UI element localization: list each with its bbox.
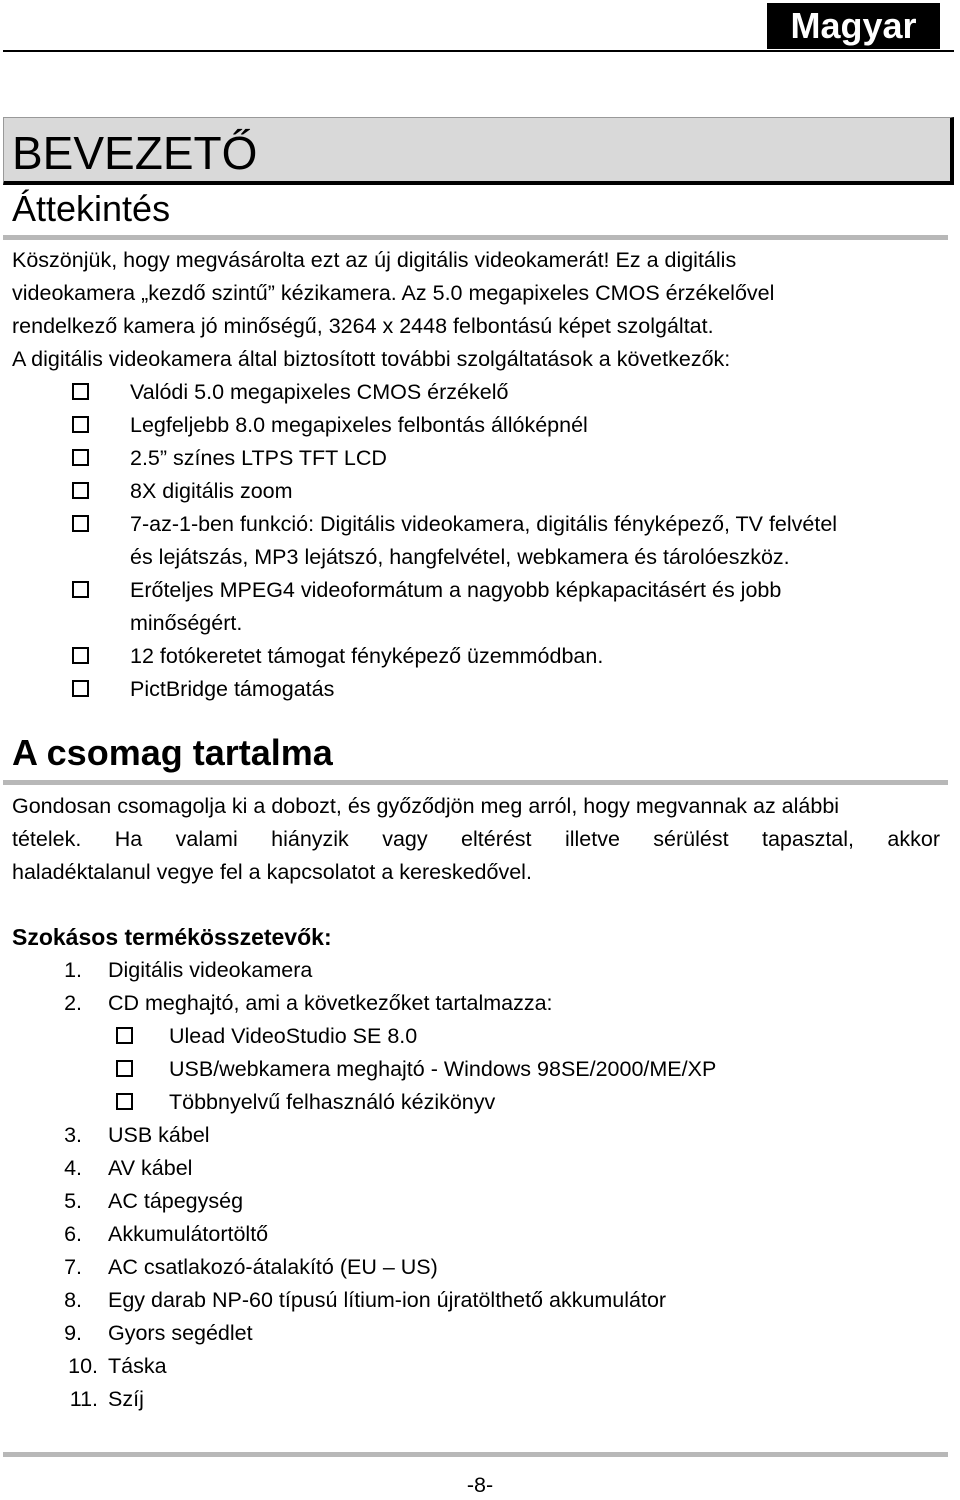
list-item: AC csatlakozó-átalakító (EU – US) (108, 1255, 438, 1279)
language-tab: Magyar (767, 3, 940, 49)
checkbox-icon (72, 482, 89, 499)
list-item: Táska (108, 1354, 167, 1378)
package-rule (3, 780, 948, 785)
page-number: -8- (466, 1473, 494, 1497)
feature-item: 8X digitális zoom (130, 479, 293, 503)
item-number: 10. (68, 1354, 98, 1378)
header-rule (3, 50, 954, 52)
intro-line: videokamera „kezdő szintű” kézikamera. Az 5.0 megapixeles CMOS érzékelővel (12, 281, 775, 305)
feature-item-continued: és lejátszás, MP3 lejátszó, hangfelvétel, webkamera és tárolóeszköz. (130, 545, 790, 569)
checkbox-icon (116, 1027, 133, 1044)
checkbox-icon (116, 1093, 133, 1110)
package-heading: A csomag tartalma (12, 732, 333, 773)
cd-content-item: Ulead VideoStudio SE 8.0 (169, 1024, 418, 1048)
checkbox-icon (72, 449, 89, 466)
feature-item: 2.5” színes LTPS TFT LCD (130, 446, 387, 470)
list-item: Szíj (108, 1387, 144, 1411)
overview-rule (3, 235, 948, 240)
components-heading: Szokásos termékösszetevők: (12, 924, 332, 950)
checkbox-icon (72, 581, 89, 598)
item-number: 11. (69, 1387, 98, 1411)
feature-item: 7-az-1-ben funkció: Digitális videokamera, digitális fényképező, TV felvétel (130, 512, 838, 536)
list-item: AV kábel (108, 1156, 193, 1180)
list-item: CD meghajtó, ami a következőket tartalmazza: (108, 991, 553, 1015)
item-number: 3. (64, 1123, 82, 1147)
cd-content-item: Többnyelvű felhasználó kézikönyv (169, 1090, 496, 1114)
checkbox-icon (116, 1060, 133, 1077)
list-item: USB kábel (108, 1123, 210, 1147)
list-item: Gyors segédlet (108, 1321, 253, 1345)
item-number: 8. (64, 1288, 82, 1312)
feature-item: Legfeljebb 8.0 megapixeles felbontás állóképnél (130, 413, 588, 437)
package-line: tételek. Ha valami hiányzik vagy eltérést illetve sérülést tapasztal, akkor (12, 827, 940, 851)
item-number: 9. (64, 1321, 82, 1345)
item-number: 2. (64, 991, 82, 1015)
checkbox-icon (72, 383, 89, 400)
intro-line: A digitális videokamera által biztosított további szolgáltatások a következők: (12, 347, 731, 371)
list-item: Akkumulátortöltő (108, 1222, 269, 1246)
feature-item-continued: minőségért. (130, 611, 243, 635)
cd-content-item: USB/webkamera meghajtó - Windows 98SE/2000/ME/XP (169, 1057, 717, 1081)
list-item: Egy darab NP-60 típusú lítium-ion újratölthető akkumulátor (108, 1288, 667, 1312)
page-title: BEVEZETŐ (12, 127, 258, 179)
checkbox-icon (72, 416, 89, 433)
item-number: 5. (64, 1189, 82, 1213)
package-line: Gondosan csomagolja ki a dobozt, és győződjön meg arról, hogy megvannak az alábbi (12, 794, 840, 818)
list-item: Digitális videokamera (108, 958, 313, 982)
footer-rule (3, 1452, 948, 1457)
list-item: AC tápegység (108, 1189, 244, 1213)
checkbox-icon (72, 647, 89, 664)
package-line: haladéktalanul vegye fel a kapcsolatot a kereskedővel. (12, 860, 532, 884)
item-number: 4. (64, 1156, 82, 1180)
item-number: 7. (64, 1255, 82, 1279)
intro-line: Köszönjük, hogy megvásárolta ezt az új digitális videokamerát! Ez a digitális (12, 248, 737, 272)
feature-item: Erőteljes MPEG4 videoformátum a nagyobb képkapacitásért és jobb (130, 578, 782, 602)
feature-item: PictBridge támogatás (130, 677, 335, 701)
intro-line: rendelkező kamera jó minőségű, 3264 x 2448 felbontású képet szolgáltat. (12, 314, 714, 338)
checkbox-icon (72, 515, 89, 532)
feature-item: 12 fotókeretet támogat fényképező üzemmódban. (130, 644, 604, 668)
checkbox-icon (72, 680, 89, 697)
item-number: 1. (64, 958, 82, 982)
overview-heading: Áttekintés (12, 188, 171, 229)
feature-item: Valódi 5.0 megapixeles CMOS érzékelő (130, 380, 509, 404)
item-number: 6. (64, 1222, 82, 1246)
